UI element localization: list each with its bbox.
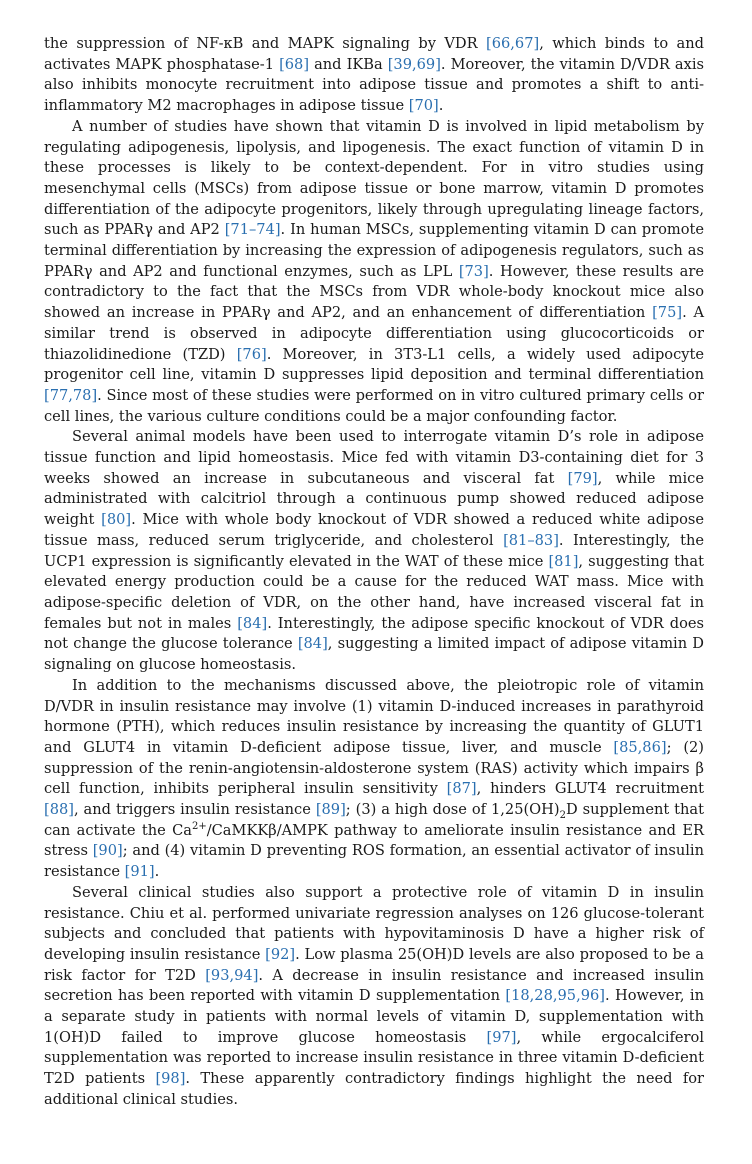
paragraph <box>44 427 704 675</box>
text-run: . These apparently contradictory findings highlight the need for additional clinical studies. <box>44 1070 704 1108</box>
text-run: In addition to the mechanisms discussed above, the pleiotropic role of vitamin D/VDR in insulin resistance may involve (1) vitamin D-induced increases in parathyroid hormone (PTH), which reduces insulin resistance by increasing the quantity of GLUT1 and GLUT4 in vitamin D-deficient adipose tissue, liver, and muscle <box>44 676 704 756</box>
citation-link[interactable]: [97] <box>486 1028 517 1046</box>
citation-link[interactable]: [87] <box>446 780 477 798</box>
text-run: . Moreover, the vitamin D/VDR axis also inhibits monocyte recruitment into adipose tissue and promotes a shift to anti-inflammatory M2 macrophages in adipose tissue <box>44 55 705 115</box>
citation-link[interactable]: [18,28,95,96] <box>505 987 605 1005</box>
text-run: . Moreover, in 3T3-L1 cells, a widely used adipocyte progenitor cell line, vitamin D suppresses lipid deposition and terminal differentiation <box>44 345 704 384</box>
citation-link[interactable]: [77,78] <box>44 386 98 404</box>
text-run: , which binds to and activates MAPK phosphatase-1 <box>44 35 704 73</box>
citation-link[interactable]: [79] <box>567 469 598 487</box>
paragraph <box>44 676 704 883</box>
body-text <box>44 34 704 1111</box>
citation-link[interactable]: [91] <box>124 863 155 881</box>
subscript: 2 <box>559 809 566 821</box>
text-run: . Interestingly, the adipose specific knockout of VDR does not change the glucose tolerance <box>44 614 704 653</box>
superscript: 2+ <box>191 820 207 832</box>
text-run: . In human MSCs, supplementing vitamin D can promote terminal differentiation by increasing the expression of adipogenesis regulators, such as PPARγ and AP2 and functional enzymes, such as LPL <box>44 221 705 280</box>
text-run: . <box>154 863 160 881</box>
citation-link[interactable]: [81] <box>548 552 579 570</box>
text-run: , while mice administrated with calcitriol through a continuous pump showed reduced adipose weight <box>44 469 704 529</box>
citation-link[interactable]: [73] <box>458 262 489 280</box>
text-run: , while ergocalciferol supplementation was reported to increase insulin resistance in three vitamin D-deficient T2D patients <box>44 1028 704 1088</box>
citation-link[interactable]: [93,94] <box>205 966 259 984</box>
text-run: . However, these results are contradictory to the fact that the MSCs from VDR whole-body knockout mice also showed an increase in PPARγ and AP2, and an enhancement of differentiation <box>44 262 704 322</box>
citation-link[interactable]: [39,69] <box>387 55 441 73</box>
text-run: , suggesting a limited impact of adipose vitamin D signaling on glucose homeostasis. <box>44 635 704 674</box>
text-run: . Since most of these studies were performed on in vitro cultured primary cells or cell lines, the various culture conditions could be a major confounding factor. <box>44 386 704 425</box>
text-run: ; (3) a high dose of 1,25(OH) <box>345 801 560 819</box>
text-run: , hinders GLUT4 recruitment <box>476 780 704 798</box>
citation-link[interactable]: [81–83] <box>503 531 559 549</box>
text-run: D supplement that can activate the Ca <box>44 801 704 839</box>
citation-link[interactable]: [90] <box>92 842 123 860</box>
text-run: A number of studies have shown that vitamin D is involved in lipid metabolism by regulating adipogenesis, lipolysis, and lipogenesis. The exact function of vitamin D in these processes is likely to be context-dependent. For in vitro studies using mesenchymal cells (MSCs) from adipose tissue or bone marrow, vitamin D promotes differentiation of the adipocyte progenitors, likely through upregulating lineage factors, such as PPARγ and AP2 <box>44 117 704 239</box>
citation-link[interactable]: [89] <box>315 801 346 819</box>
citation-link[interactable]: [84] <box>297 635 328 653</box>
text-run: , and triggers insulin resistance <box>73 801 316 819</box>
citation-link[interactable]: [70] <box>408 97 439 115</box>
text-run: . A decrease in insulin resistance and increased insulin secretion has been reported with vitamin D supplementation <box>44 966 704 1005</box>
paragraph <box>44 883 704 1111</box>
citation-link[interactable]: [66,67] <box>486 35 540 52</box>
citation-link[interactable]: [98] <box>155 1070 186 1088</box>
citation-link[interactable]: [76] <box>236 345 267 363</box>
text-run: the suppression of NF-κB and MAPK signaling by VDR <box>44 35 487 52</box>
paragraph <box>44 117 704 428</box>
text-run: and IKBa <box>309 55 388 73</box>
text-run: , suggesting that elevated energy production could be a cause for the reduced WAT mass. Mice with adipose-specific deletion of VDR, on the other hand, have increased visceral fat in females but not in males <box>44 552 704 632</box>
citation-link[interactable]: [84] <box>237 614 268 632</box>
text-run: . However, in a separate study in patients with normal levels of vitamin D, supplementation with 1(OH)D failed to improve glucose homeostasis <box>44 987 704 1046</box>
text-run: ; and (4) vitamin D preventing ROS formation, an essential activator of insulin resistance <box>44 842 704 881</box>
text-run: . Low plasma 25(OH)D levels are also proposed to be a risk factor for T2D <box>44 945 705 984</box>
text-run: ; (2) suppression of the renin-angiotensin-aldosterone system (RAS) activity which impairs β cell function, inhibits peripheral insulin sensitivity <box>44 738 704 798</box>
paragraph <box>44 34 704 117</box>
text-run: . Interestingly, the UCP1 expression is significantly elevated in the WAT of these mice <box>44 531 704 570</box>
citation-link[interactable]: [71–74] <box>224 221 281 239</box>
citation-link[interactable]: [68] <box>279 55 310 73</box>
text-run: . Mice with whole body knockout of VDR showed a reduced white adipose tissue mass, reduced serum triglyceride, and cholesterol <box>44 511 704 549</box>
citation-link[interactable]: [85,86] <box>613 738 667 756</box>
text-run: Several animal models have been used to interrogate vitamin D’s role in adipose tissue function and lipid homeostasis. Mice fed with vitamin D3-containing diet for 3 weeks showed an increase in subcutaneous and visceral fat <box>44 428 704 487</box>
text-run: . A similar trend is observed in adipocyte differentiation using glucocorticoids or thiazolidinedione (TZD) <box>44 304 704 363</box>
citation-link[interactable]: [80] <box>101 511 132 529</box>
citation-link[interactable]: [88] <box>44 801 74 819</box>
citation-link[interactable]: [92] <box>265 945 296 963</box>
text-run: /CaMKKβ/AMPK pathway to ameliorate insulin resistance and ER stress <box>44 821 704 860</box>
text-run: Several clinical studies also support a protective role of vitamin D in insulin resistance. Chiu et al. performed univariate regression analyses on 126 glucose-tolerant subjects and concluded that patients with hypovitaminosis D have a higher risk of developing insulin resistance <box>44 883 704 963</box>
citation-link[interactable]: [75] <box>652 304 683 322</box>
text-run: . <box>438 97 444 115</box>
